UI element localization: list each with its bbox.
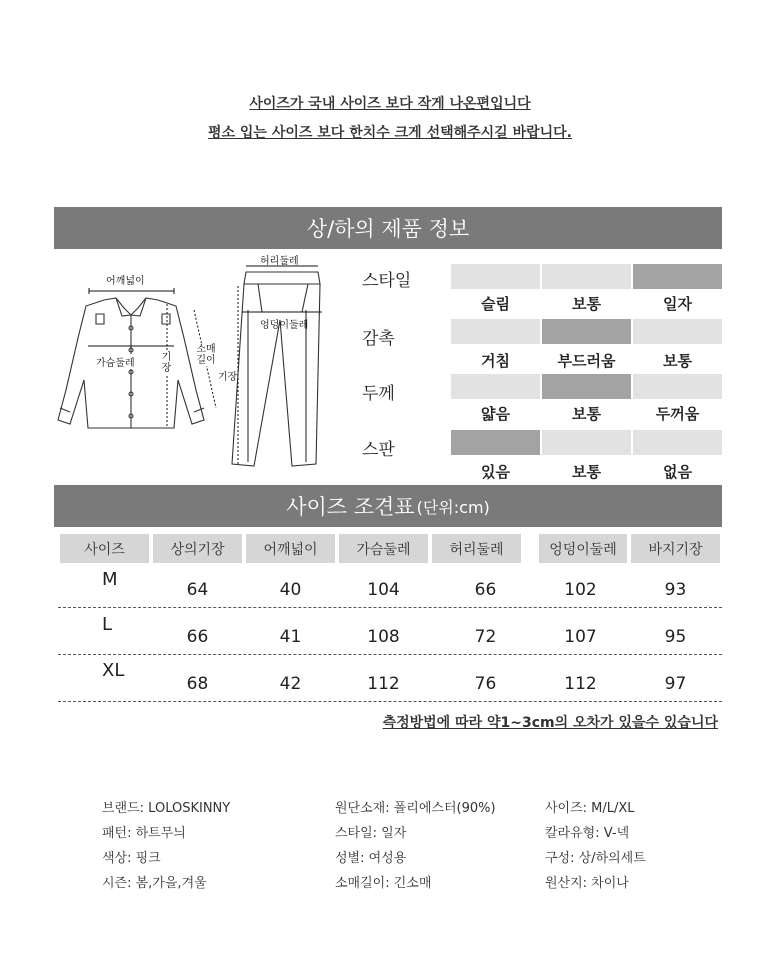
- stretch-option-no: 없음: [663, 463, 692, 481]
- header-pants-length: 바지기장: [631, 534, 720, 563]
- style-cell-normal: [542, 264, 631, 289]
- size-chart-unit: (단위:cm): [416, 497, 490, 517]
- top-length-label: 기장: [161, 352, 172, 374]
- texture-option-rough: 거침: [481, 352, 510, 370]
- row-xl-shoulder: 42: [279, 674, 302, 694]
- row-m-pants-length: 93: [664, 580, 687, 600]
- attr-style-label: 스타일: [362, 271, 412, 291]
- sleeve-length-label: 소매길이: [194, 344, 218, 366]
- shirt-diagram: [44, 268, 219, 468]
- stretch-option-normal: 보통: [572, 463, 601, 481]
- stretch-cell-yes: [451, 430, 540, 455]
- thickness-option-thin: 얇음: [481, 405, 510, 423]
- header-top-length: 상의기장: [153, 534, 242, 563]
- spec-pattern: 패턴: 하트무늬: [102, 826, 186, 841]
- spec-origin: 원산지: 차이나: [545, 876, 629, 891]
- product-info-banner: [54, 207, 722, 249]
- pants-diagram: [214, 250, 334, 475]
- row-xl-chest: 112: [367, 674, 400, 694]
- notice-line-2: [0, 122, 780, 142]
- pants-length-label: 기장: [218, 368, 237, 383]
- row-m-size: M: [102, 569, 118, 590]
- header-shoulder: 어깨넓이: [246, 534, 335, 563]
- header-hip: 엉덩이둘레: [539, 534, 627, 563]
- attr-stretch-label: 스판: [362, 440, 395, 460]
- notice-text-2: 평소 입는 사이즈 보다 한치수 크게 선택해주시길 바랍니다.: [207, 125, 572, 141]
- row-divider-3: [58, 701, 722, 702]
- texture-cell-normal: [633, 319, 722, 344]
- notice-line-1: [0, 93, 780, 113]
- spec-sizes: 사이즈: M/L/XL: [545, 801, 635, 816]
- texture-cell-rough: [451, 319, 540, 344]
- hip-label: 엉덩이둘레: [260, 320, 309, 331]
- row-m-waist: 66: [474, 580, 497, 600]
- spec-composition: 구성: 상/하의세트: [545, 851, 646, 866]
- notice-text-1: 사이즈가 국내 사이즈 보다 작게 나온편입니다: [249, 96, 531, 112]
- spec-collar: 칼라유형: V-넥: [545, 826, 630, 841]
- attr-thickness-label: 두께: [362, 384, 395, 404]
- style-option-normal: 보통: [572, 295, 601, 313]
- row-l-shoulder: 41: [279, 627, 302, 647]
- row-m-shoulder: 40: [279, 580, 302, 600]
- waist-label: 허리둘레: [260, 256, 299, 267]
- row-xl-waist: 76: [474, 674, 497, 694]
- header-chest: 가슴둘레: [339, 534, 428, 563]
- style-cell-straight: [633, 264, 722, 289]
- thickness-option-thick: 두꺼움: [655, 405, 700, 423]
- stretch-cell-normal: [542, 430, 631, 455]
- size-chart-banner: [54, 485, 722, 527]
- size-chart-title: 사이즈 조견표: [286, 495, 415, 519]
- row-xl-pants-length: 97: [664, 674, 687, 694]
- spec-fabric: 원단소재: 폴리에스터(90%): [335, 801, 496, 816]
- measurement-disclaimer: 측정방법에 따라 약1~3cm의 오차가 있을수 있습니다: [382, 715, 718, 731]
- spec-brand: 브랜드: LOLOSKINNY: [102, 801, 231, 816]
- row-l-waist: 72: [474, 627, 497, 647]
- row-divider-1: [58, 607, 722, 608]
- header-size: 사이즈: [60, 534, 149, 563]
- row-m-top-length: 64: [186, 580, 209, 600]
- texture-cell-soft: [542, 319, 631, 344]
- stretch-cell-no: [633, 430, 722, 455]
- row-xl-hip: 112: [564, 674, 597, 694]
- row-l-top-length: 66: [186, 627, 209, 647]
- row-l-size: L: [102, 614, 113, 635]
- row-xl-top-length: 68: [186, 674, 209, 694]
- stretch-option-yes: 있음: [481, 463, 510, 481]
- row-l-pants-length: 95: [664, 627, 687, 647]
- pants-illustration-icon: [214, 250, 334, 475]
- texture-option-normal: 보통: [663, 352, 692, 370]
- style-cell-slim: [451, 264, 540, 289]
- thickness-cell-thick: [633, 374, 722, 399]
- attr-texture-label: 감촉: [362, 329, 395, 349]
- spec-color: 색상: 핑크: [102, 851, 161, 866]
- shoulder-label: 어깨넓이: [106, 276, 145, 287]
- row-l-chest: 108: [367, 627, 400, 647]
- header-waist: 허리둘레: [432, 534, 521, 563]
- spec-gender: 성별: 여성용: [335, 851, 407, 866]
- spec-season: 시즌: 봄,가을,겨울: [102, 876, 207, 891]
- spec-style: 스타일: 일자: [335, 826, 407, 841]
- product-info-title: 상/하의 제품 정보: [306, 217, 470, 241]
- spec-sleeve: 소매길이: 긴소매: [335, 876, 432, 891]
- row-xl-size: XL: [102, 660, 125, 681]
- thickness-cell-thin: [451, 374, 540, 399]
- chest-label: 가슴둘레: [96, 354, 135, 369]
- row-divider-2: [58, 654, 722, 655]
- style-option-slim: 슬림: [481, 295, 510, 313]
- texture-option-soft: 부드러움: [557, 352, 616, 370]
- thickness-cell-normal: [542, 374, 631, 399]
- row-m-hip: 102: [564, 580, 597, 600]
- thickness-option-normal: 보통: [572, 405, 601, 423]
- style-option-straight: 일자: [663, 295, 692, 313]
- row-l-hip: 107: [564, 627, 597, 647]
- row-m-chest: 104: [367, 580, 400, 600]
